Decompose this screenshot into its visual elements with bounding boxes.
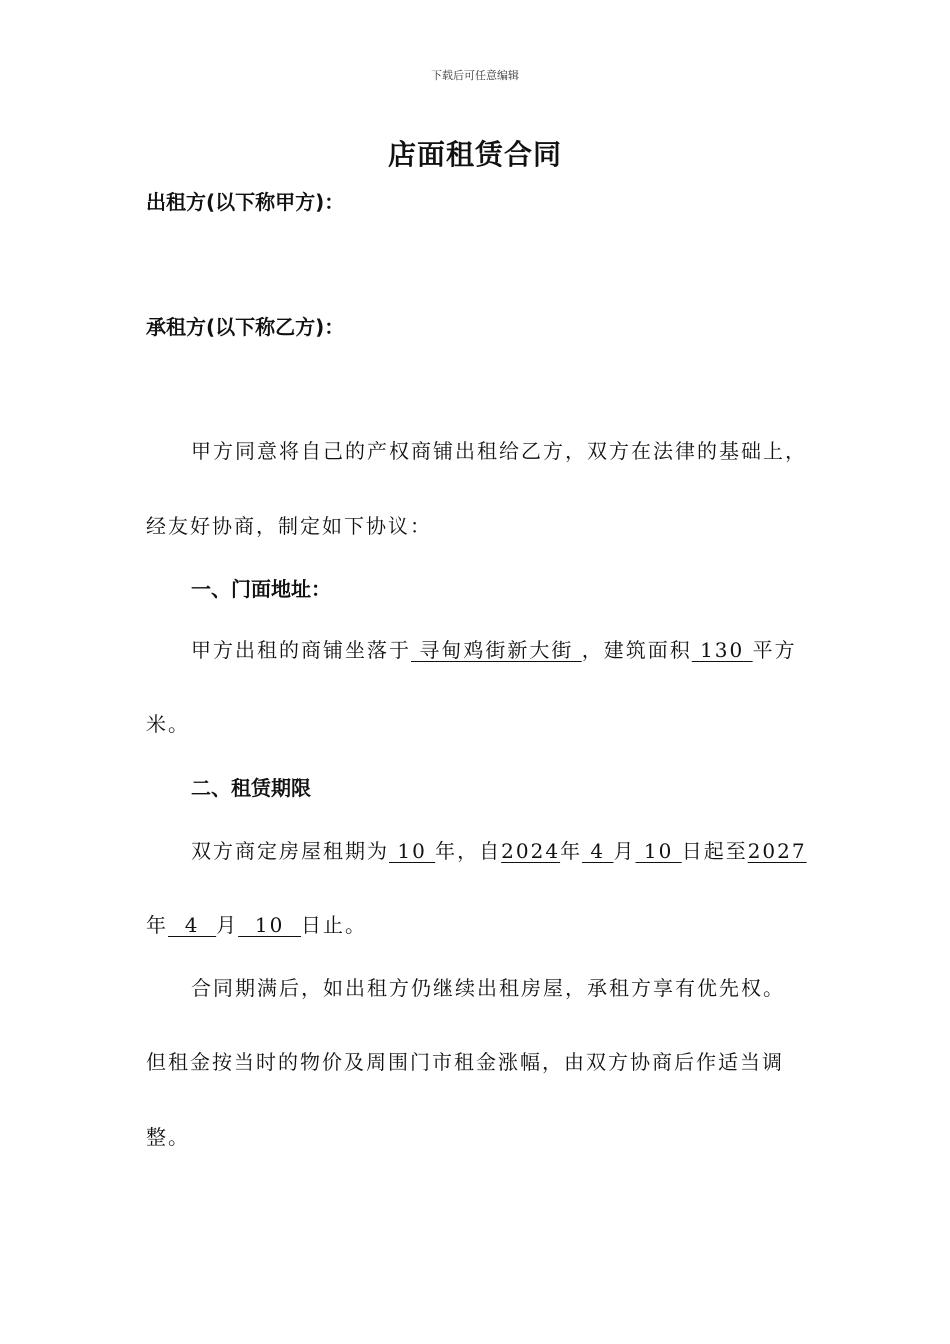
start-day: 10	[635, 839, 682, 863]
end-day: 10	[238, 913, 302, 937]
area-value: 130	[691, 638, 753, 662]
section2-heading: 二、租赁期限	[191, 776, 311, 800]
section1-text-before: 甲方出租的商铺坐落于	[191, 638, 411, 662]
intro-line-1: 甲方同意将自己的产权商铺出租给乙方，双方在法律的基础上，	[191, 439, 807, 463]
end-suffix: 日止。	[301, 913, 368, 937]
start-year: 2024	[501, 839, 561, 863]
term-to: 日起至	[681, 839, 748, 863]
section1-heading: 一、门面地址：	[191, 577, 331, 601]
end-year-char: 年	[146, 913, 168, 937]
start-month-char: 月	[613, 839, 636, 863]
party-b-label: 承租方(以下称乙方)：	[146, 315, 345, 339]
party-a-label: 出租方(以下称甲方)：	[146, 190, 345, 214]
end-month: 4	[168, 913, 217, 937]
renewal-line-1: 合同期满后，如出租方仍继续出租房屋，承租方享有优先权。	[191, 976, 785, 1000]
end-month-char: 月	[216, 913, 239, 937]
start-year-char: 年	[560, 839, 583, 863]
section1-paragraph-line-2: 米。	[146, 712, 190, 736]
document-title: 店面租赁合同	[387, 138, 562, 171]
section1-text-mid: ，建筑面积	[581, 638, 692, 662]
renewal-line-3: 整。	[146, 1125, 190, 1149]
term-paragraph-line-2	[146, 913, 367, 937]
section1-paragraph-line-1	[191, 638, 797, 662]
section1-text-after: 平方	[752, 638, 797, 662]
end-year: 2027	[747, 839, 807, 863]
term-years: 10	[389, 839, 436, 863]
term-from: 年，自	[435, 839, 502, 863]
term-pre: 双方商定房屋租期为	[191, 839, 389, 863]
renewal-line-2: 但租金按当时的物价及周围门市租金涨幅，由双方协商后作适当调	[146, 1050, 784, 1074]
intro-line-2: 经友好协商，制定如下协议：	[146, 514, 432, 538]
header-note: 下载后可任意编辑	[431, 69, 519, 82]
location-value: 寻甸鸡街新大街	[411, 638, 582, 662]
term-paragraph-line-1	[191, 839, 807, 863]
start-month: 4	[582, 839, 614, 863]
